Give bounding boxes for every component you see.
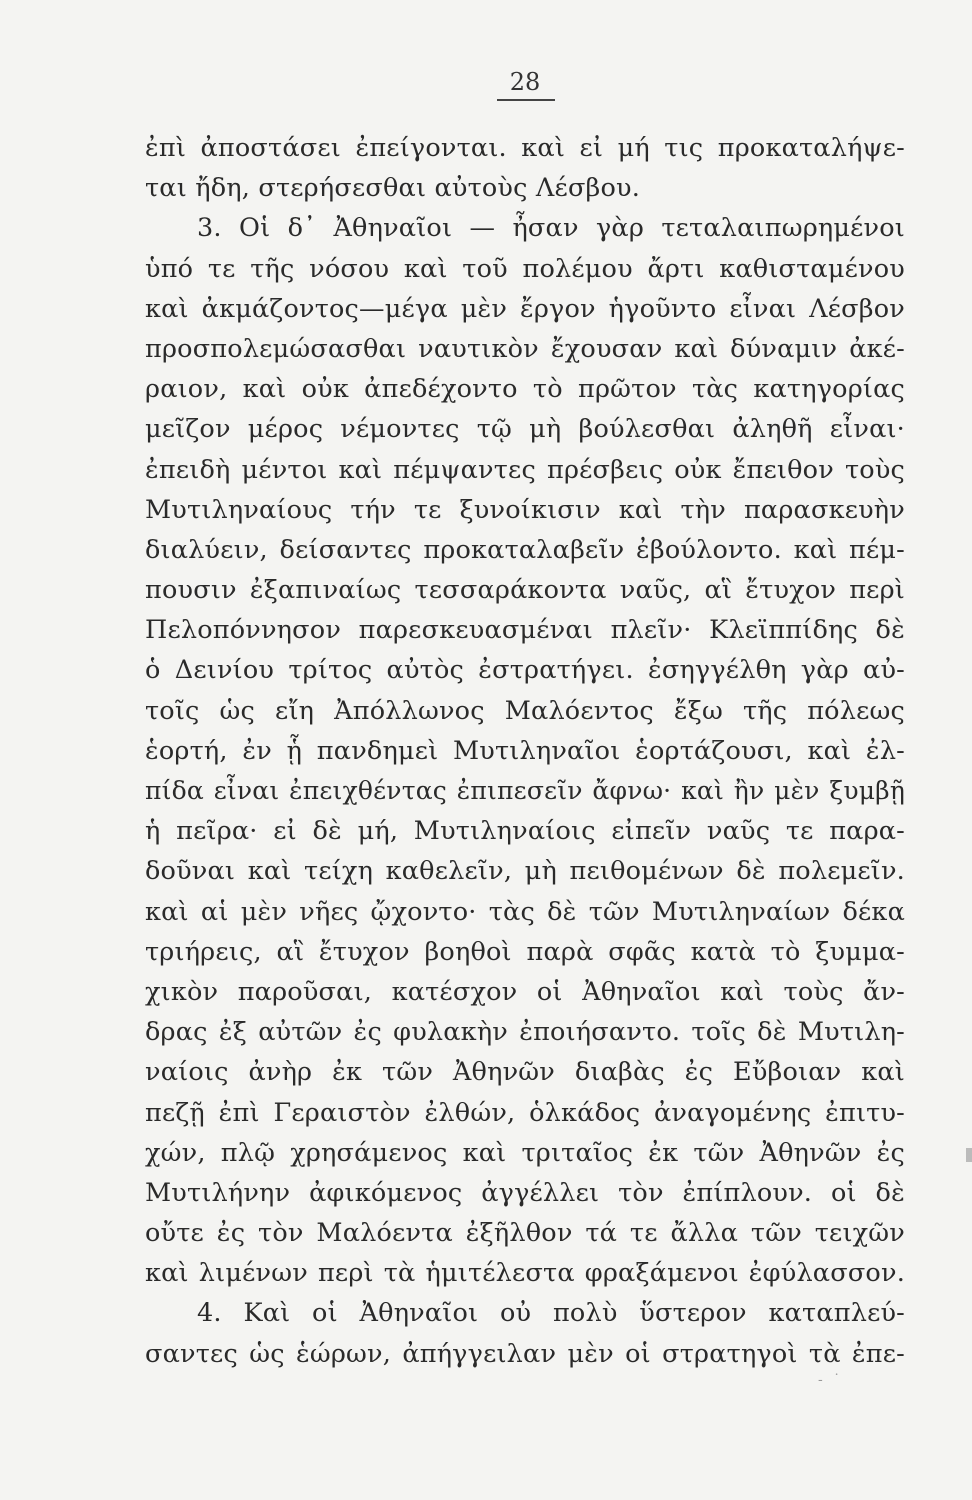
text-line: προσπολεμώσασθαι ναυτικὸν ἔχουσαν καὶ δύναμιν ἀκέ- xyxy=(145,333,905,364)
text-line: Μυτιληναίους τήν τε ξυνοίκισιν καὶ τὴν παρασκευὴν xyxy=(145,494,905,525)
text-line: χών, πλῷ χρησάμενος καὶ τριταῖος ἐκ τῶν Ἀθηνῶν ἐς xyxy=(145,1137,905,1168)
text-line: ἐπὶ ἀποστάσει ἐπείγονται. καὶ εἰ μή τις προκαταλήψε- xyxy=(145,133,905,163)
text-line: ἐπειδὴ μέντοι καὶ πέμψαντες πρέσβεις οὐκ ἔπειθον τοὺς xyxy=(145,454,905,485)
text-line: Πελοπόννησον παρεσκευασμέναι πλεῖν· Κλεϊππίδης δὲ xyxy=(145,615,905,646)
text-line: μεῖζον μέρος νέμοντες τῷ μὴ βούλεσθαι ἀληθῆ εἶναι· xyxy=(145,414,905,445)
text-line: πίδα εἶναι ἐπειχθέντας ἐπιπεσεῖν ἄφνω· καὶ ἢν μὲν ξυμβῇ xyxy=(145,776,905,805)
scan-edge-mark xyxy=(966,1148,972,1162)
section-3-start-line: 3. Οἱ δ᾽ Ἀθηναῖοι — ἦσαν γὰρ τεταλαιπωρημένοι xyxy=(197,213,905,244)
section-4-start-line: 4. Καὶ οἱ Ἀθηναῖοι οὐ πολὺ ὕστερον καταπλεύ- xyxy=(197,1298,905,1329)
text-line: ὁ Δεινίου τρίτος αὐτὸς ἐστρατήγει. ἐσηγγέλθη γὰρ αὐ- xyxy=(145,655,905,686)
scan-specks: - ˙ xyxy=(818,1372,844,1388)
text-line: καὶ αἱ μὲν νῆες ᾤχοντο· τὰς δὲ τῶν Μυτιληναίων δέκα xyxy=(145,896,905,927)
text-line: ἑορτή, ἐν ᾗ πανδημεὶ Μυτιληναῖοι ἑορτάζουσι, καὶ ἐλ- xyxy=(145,735,905,766)
page-number: 28 xyxy=(509,68,541,96)
text-line: ναίοις ἀνὴρ ἐκ τῶν Ἀθηνῶν διαβὰς ἐς Εὔβοιαν καὶ xyxy=(145,1057,905,1088)
text-line: ἡ πεῖρα· εἰ δὲ μή, Μυτιληναίοις εἰπεῖν ναῦς τε παρα- xyxy=(145,816,905,847)
greek-text-block xyxy=(145,128,905,1374)
text-line: τριήρεις, αἳ ἔτυχον βοηθοὶ παρὰ σφᾶς κατὰ τὸ ξυμμα- xyxy=(145,936,905,967)
text-line: δρας ἐξ αὐτῶν ἐς φυλακὴν ἐποιήσαντο. τοῖς δὲ Μυτιλη- xyxy=(145,1017,905,1048)
text-line: χικὸν παροῦσαι, κατέσχον οἱ Ἀθηναῖοι καὶ τοὺς ἄν- xyxy=(145,976,905,1007)
text-line: σαντες ὡς ἑώρων, ἀπήγγειλαν μὲν οἱ στρατηγοὶ τὰ ἐπε- xyxy=(145,1338,905,1369)
text-line: οὔτε ἐς τὸν Μαλόεντα ἐξῆλθον τά τε ἄλλα τῶν τειχῶν xyxy=(145,1218,905,1249)
page-number-rule xyxy=(497,99,555,101)
text-line: ται ἤδη, στερήσεσθαι αὐτοὺς Λέσβου. xyxy=(145,173,641,204)
text-line: δοῦναι καὶ τείχη καθελεῖν, μὴ πειθομένων δὲ πολεμεῖν. xyxy=(145,856,905,887)
text-line: ραιον, καὶ οὐκ ἀπεδέχοντο τὸ πρῶτον τὰς κατηγορίας xyxy=(145,374,905,405)
text-line: Μυτιλήνην ἀφικόμενος ἀγγέλλει τὸν ἐπίπλουν. οἱ δὲ xyxy=(145,1177,905,1208)
text-line: διαλύειν, δείσαντες προκαταλαβεῖν ἐβούλοντο. καὶ πέμ- xyxy=(145,534,905,565)
text-line: ὑπό τε τῆς νόσου καὶ τοῦ πολέμου ἄρτι καθισταμένου xyxy=(145,253,905,284)
text-line: καὶ ἀκμάζοντος—μέγα μὲν ἔργον ἡγοῦντο εἶναι Λέσβον xyxy=(145,293,905,324)
text-line: τοῖς ὡς εἴη Ἀπόλλωνος Μαλόεντος ἔξω τῆς πόλεως xyxy=(145,695,905,726)
text-line: πουσιν ἐξαπιναίως τεσσαράκοντα ναῦς, αἳ ἔτυχον περὶ xyxy=(145,575,905,606)
text-line: πεζῇ ἐπὶ Γεραιστὸν ἐλθών, ὁλκάδος ἀναγομένης ἐπιτυ- xyxy=(145,1097,905,1128)
text-line: καὶ λιμένων περὶ τὰ ἡμιτέλεστα φραξάμενοι ἐφύλασσον. xyxy=(145,1258,905,1289)
